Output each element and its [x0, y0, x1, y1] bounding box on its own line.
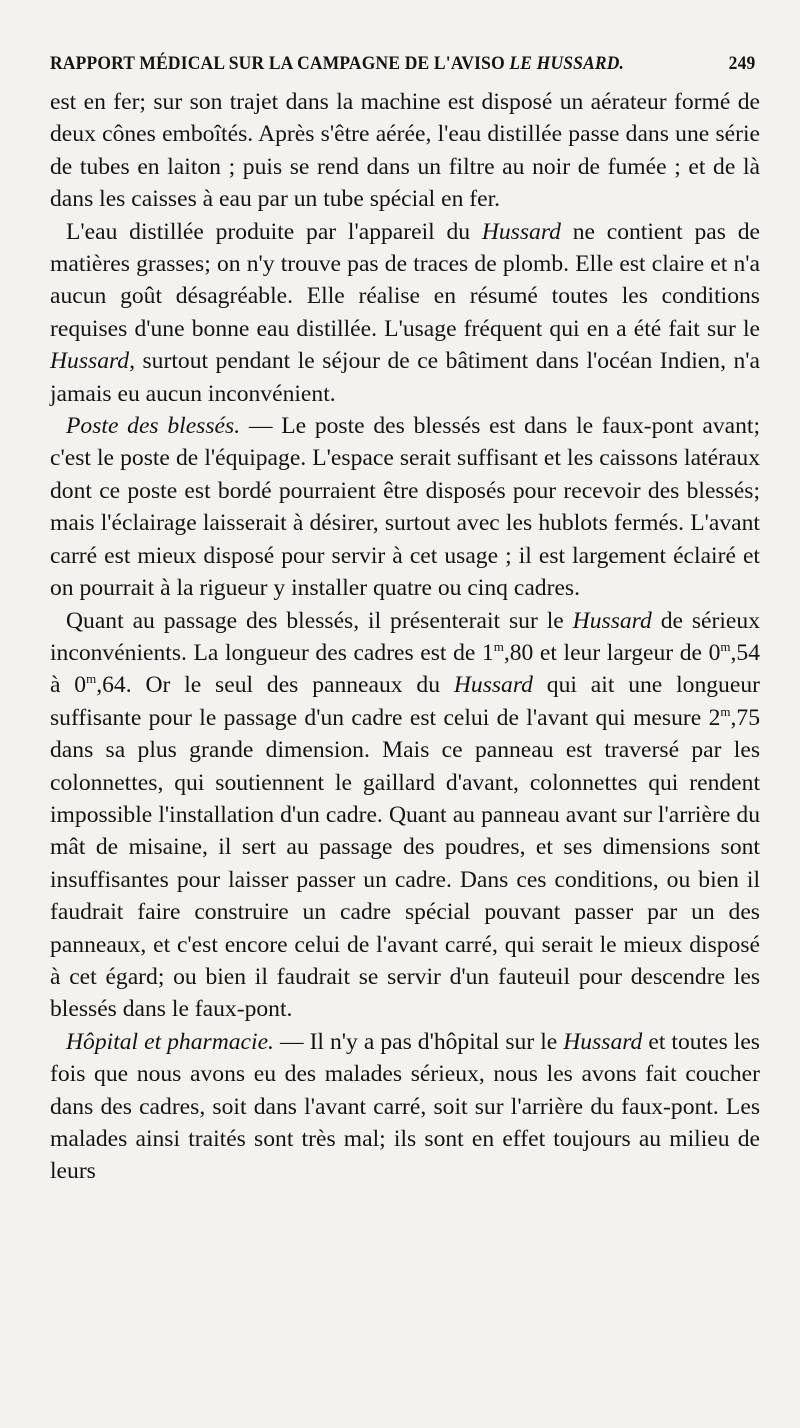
text-run: et toutes les fois que nous avons eu des malades sérieux, nous les avons fait coucher dans des cadres, soit dans l'avant carré, soit sur l'arrière du faux-pont. Les malades ainsi traités sont très mal; ils sont en effet toujours au milieu de leurs: [50, 1028, 760, 1185]
paragraph-1: est en fer; sur son trajet dans la machine est disposé un aérateur formé de deux cônes emboîtés. Après s'être aérée, l'eau distillée passe dans une série de tubes en laiton ; puis se rend dans un filtre au noir de fumée ; et de là dans les caisses à eau par un tube spécial en fer.: [50, 89, 760, 213]
text-run: ne contient pas de matières grasses; on n'y trouve pas de traces de plomb. Elle est claire et n'a aucun goût désagréable. Elle réalise en résumé toutes les conditions requises d'une bonne eau distillée. L'usage fréquent qui en a été fait sur le: [50, 218, 760, 342]
text-run: ,75 dans sa plus grande dimension. Mais ce panneau est traversé par les colonnettes, qui soutiennent le gaillard d'avant, colonnettes qui rendent impossible l'installation d'un cadre. Quant au panneau avant sur l'arrière du mât de misaine, il sert au passage des poudres, et ses dimensions sont insuffisantes pour laisser passer un cadre. Dans ces conditions, ou bien il faudrait faire construire un cadre spécial pouvant passer par un des panneaux, et c'est encore celui de l'avant carré, qui serait le mieux disposé à cet égard; ou bien il faudrait se servir d'un fauteuil pour descendre les blessés dans le faux-pont.: [50, 704, 760, 1023]
running-title: [50, 50, 624, 78]
unit-superscript: m: [493, 638, 504, 654]
ship-name: Hussard: [453, 672, 533, 699]
ship-name: Hussard,: [50, 348, 135, 375]
page-number: 249: [728, 53, 756, 74]
unit-superscript: m: [720, 638, 731, 654]
unit-superscript: m: [720, 703, 731, 719]
text-run: qui ait une longueur suffisante pour le passage d'un cadre est celui de l'avant qui mesure 2: [50, 672, 760, 731]
body-text: [50, 86, 760, 1188]
text-run: L'eau distillée produite par l'appareil du: [66, 218, 482, 245]
section-heading: Poste des blessés.: [66, 413, 241, 440]
unit-superscript: m: [86, 671, 97, 687]
running-title-ship: LE HUSSARD.: [509, 53, 625, 74]
paragraph-3: [50, 410, 760, 604]
running-head: [50, 50, 755, 78]
text-run: Quant au passage des blessés, il présenterait sur le: [66, 607, 573, 634]
text-run: ,80 et leur largeur de 0: [503, 639, 721, 666]
text-run: ,54 à 0: [50, 639, 760, 699]
paragraph-5: [50, 1026, 760, 1188]
text-run: surtout pendant le séjour de ce bâtiment dans l'océan Indien, n'a jamais eu aucun inconvénient.: [50, 348, 760, 407]
running-title-text: RAPPORT MÉDICAL SUR LA CAMPAGNE DE L'AVISO: [50, 53, 510, 74]
ship-name: Hussard: [572, 607, 652, 634]
paragraph-2: [50, 216, 760, 410]
ship-name: Hussard: [563, 1028, 643, 1055]
section-heading: Hôpital et pharmacie.: [66, 1028, 274, 1055]
ship-name: Hussard: [481, 218, 561, 245]
text-run: — Il n'y a pas d'hôpital sur le: [273, 1028, 564, 1055]
text-run: — Le poste des blessés est dans le faux-pont avant; c'est le poste de l'équipage. L'espace serait suffisant et les caissons latéraux dont ce poste est bordé pourraient être disposés pour recevoir des blessés; mais l'éclairage laisserait à désirer, surtout avec les hublots fermés. L'avant carré est mieux disposé pour servir à cet usage ; il est largement éclairé et on pourrait à la rigueur y installer quatre ou cinq cadres.: [50, 413, 760, 602]
text-run: de sérieux inconvénients. La longueur des cadres est de 1: [50, 607, 760, 666]
paragraph-4: [50, 605, 760, 1026]
text-run: ,64. Or le seul des panneaux du: [96, 672, 454, 699]
